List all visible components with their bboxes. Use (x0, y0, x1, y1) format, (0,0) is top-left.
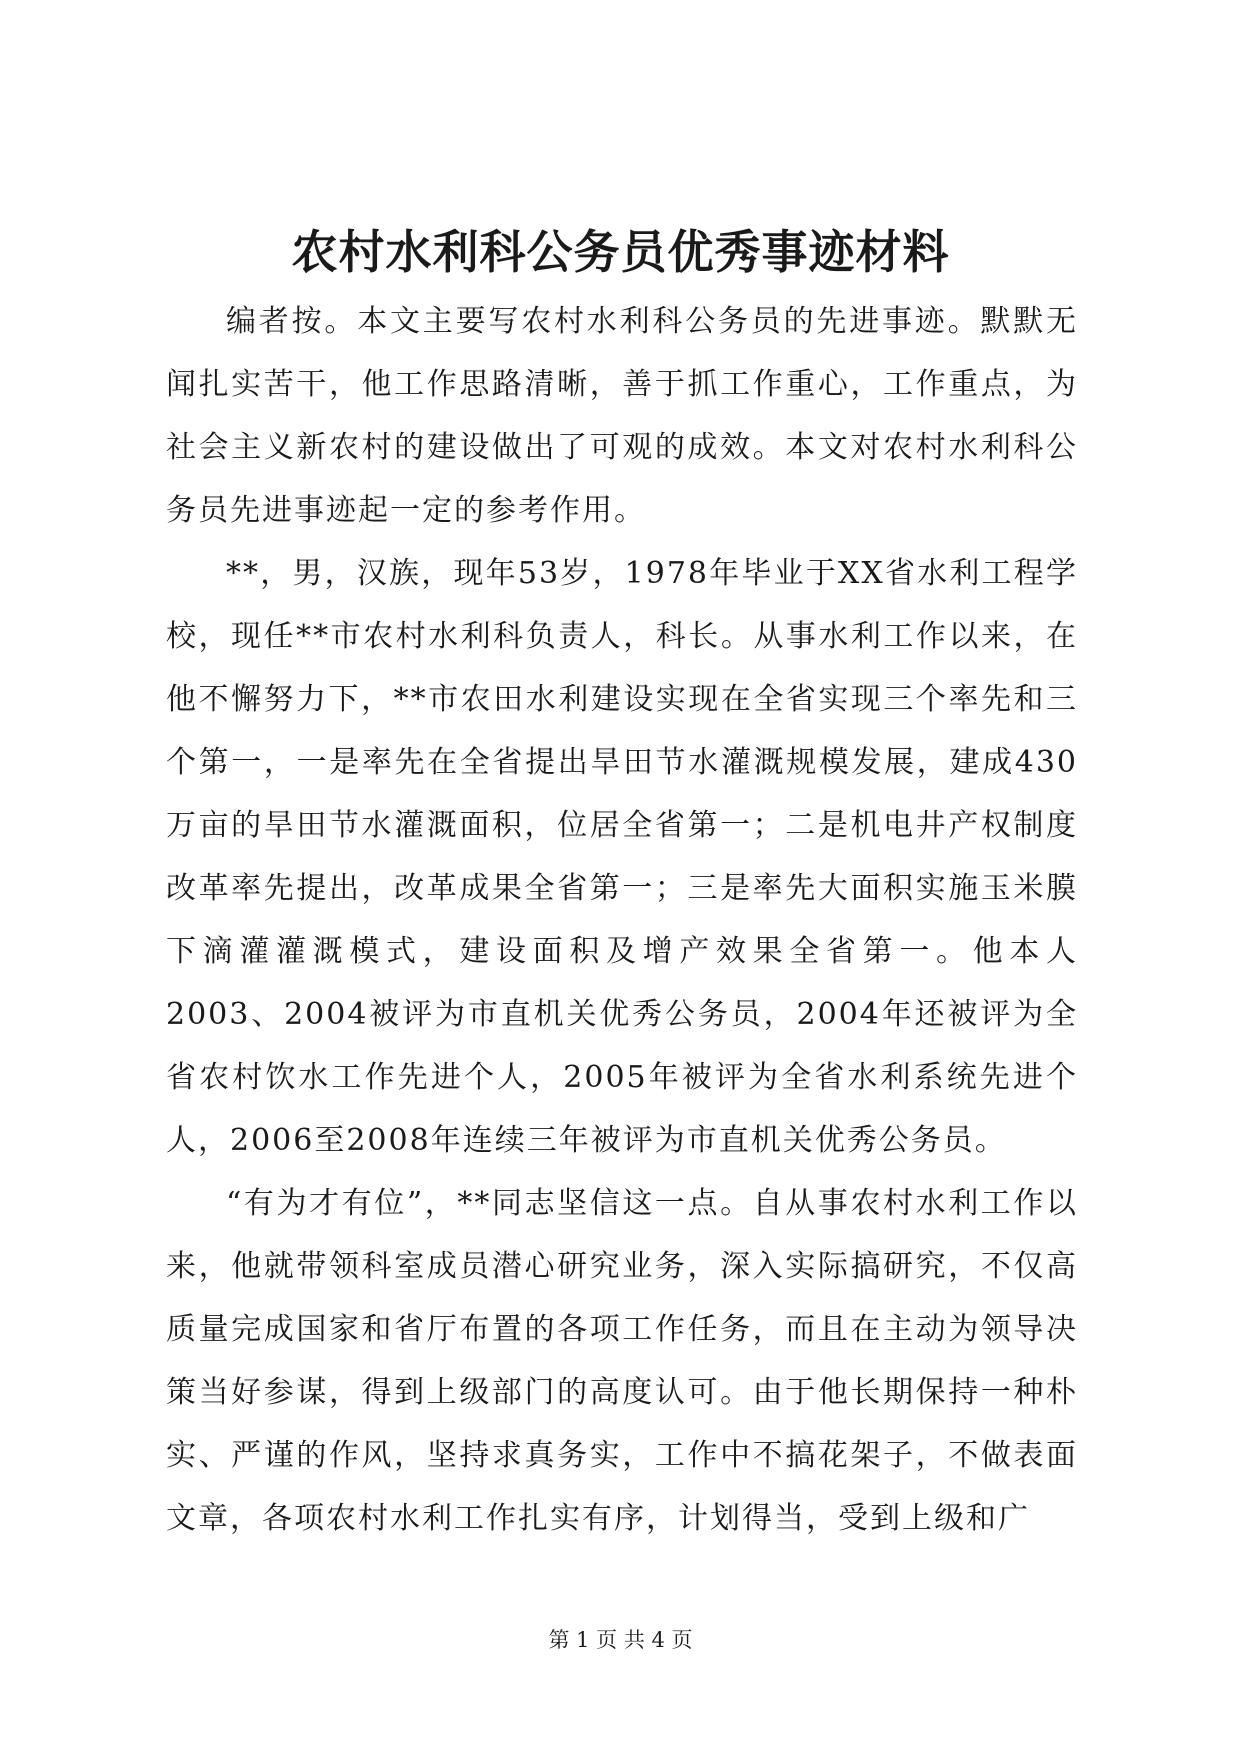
page-number-footer: 第 1 页 共 4 页 (548, 1628, 693, 1652)
paragraph-editor-note: 编者按。本文主要写农村水利科公务员的先进事迹。默默无闻扎实苦干，他工作思路清晰，善于抓工作重心，工作重点，为社会主义新农村的建设做出了可观的成效。本文对农村水利科公务员先进事迹起一定的参考作用。 (166, 304, 1078, 528)
document-title: 农村水利科公务员优秀事迹材料 (291, 225, 950, 279)
paragraph-biography: **，男，汉族，现年53岁，1978年毕业于XX省水利工程学校，现任**市农村水利科负责人，科长。从事水利工作以来，在他不懈努力下，**市农田水利建设实现在全省实现三个率先和三个第一，一是率先在全省提出旱田节水灌溉规模发展，建成430万亩的旱田节水灌溉面积，位居全省第一；二是机电井产权制度改革率先提出，改革成果全省第一；三是率先大面积实施玉米膜下滴灌灌溉模式，建设面积及增产效果全省第一。他本人2003、2004被评为市直机关优秀公务员，2004年还被评为全省农村饮水工作先进个人，2005年被评为全省水利系统先进个人，2006至2008年连续三年被评为市直机关优秀公务员。 (166, 556, 1078, 1158)
document-body (166, 290, 1078, 1550)
paragraph-work-style: “有为才有位”，**同志坚信这一点。自从事农村水利工作以来，他就带领科室成员潜心研究业务，深入实际搞研究，不仅高质量完成国家和省厅布置的各项工作任务，而且在主动为领导决策当好参谋，得到上级部门的高度认可。由于他长期保持一种朴实、严谨的作风，坚持求真务实，工作中不搞花架子，不做表面文章，各项农村水利工作扎实有序，计划得当，受到上级和广 (166, 1186, 1078, 1536)
